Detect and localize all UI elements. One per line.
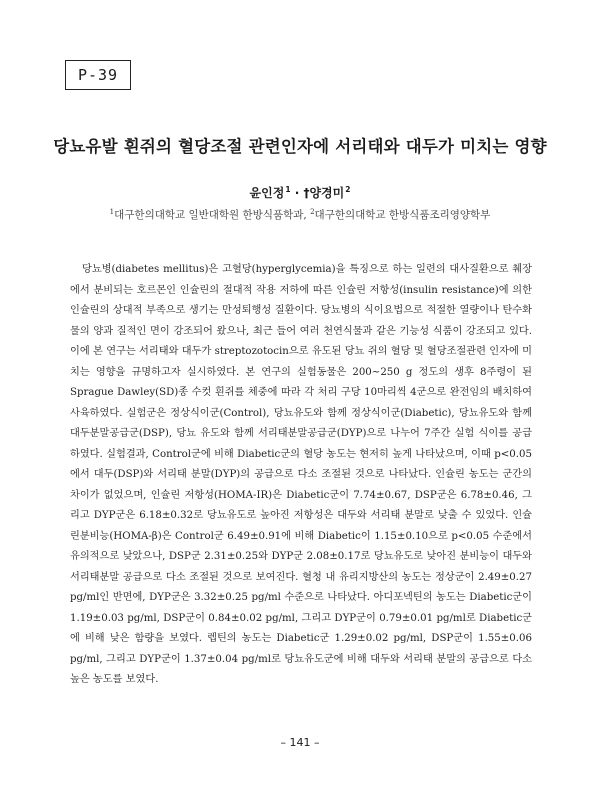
author-line xyxy=(0,184,600,201)
author-1-mark: 1 xyxy=(285,185,291,194)
affiliation-1-mark: 1 xyxy=(109,208,115,216)
author-separator: · xyxy=(290,186,304,200)
affiliation-1: 대구한의대학교 일반대학원 한방식품학과, xyxy=(114,209,311,221)
abstract-body: 당뇨병(diabetes mellitus)은 고혈당(hyperglycemia)을 특징으로 하는 일련의 대사질환으로 췌장에서 분비되는 호르몬인 인슐린의 절대적 작용 저하에 따른 인슐린 저항성(insulin resistance)에 의한 인슐린의 상대적 부족으로 생기는 만성퇴행성 질환이다. 당뇨병의 식이요법으로 적절한 열량이나 탄수화물의 양과 질적인 면이 강조되어 왔으나, 최근 들어 여러 천연식물과 같은 기능성 식품이 강조되고 있다. 이에 본 연구는 서리태와 대두가 streptozotocin으로 유도된 당뇨 쥐의 혈당 및 혈당조절관련 인자에 미치는 영향을 규명하고자 실시하였다. 본 연구의 실험동물은 200~250 g 정도의 생후 8주령이 된 Sprague Dawley(SD)종 수컷 흰쥐를 체중에 따라 각 처리 구당 10마리씩 4군으로 완전임의 배치하여 사육하였다. 실험군은 정상식이군(Control), 당뇨유도와 함께 정상식이군(Diabetic), 당뇨유도와 함께 대두분말공급군(DSP), 당뇨 유도와 함께 서리태분말공급군(DYP)으로 나누어 7주간 실험 식이를 공급하였다. 실험결과, Control군에 비해 Diabetic군의 혈당 농도는 현저히 높게 나타났으며, 이때 p<0.05에서 대두(DSP)와 서리태 분말(DYP)의 공급으로 다소 조절된 것으로 나타났다. 인슐린 농도는 군간의 차이가 없었으며, 인슐린 저항성(HOMA-IR)은 Diabetic군이 7.74±0.67, DSP군은 6.78±0.46, 그리고 DYP군은 6.18±0.32로 당뇨유도로 높아진 저항성은 대두와 서리태 분말로 낮출 수 있었다. 인슐린분비능(HOMA-β)은 Control군 6.49±0.91에 비해 Diabetic이 1.15±0.10으로 p<0.05 수준에서 유의적으로 낮았으나, DSP군 2.31±0.25와 DYP군 2.08±0.17로 당뇨유도로 낮아진 분비능이 대두와 서리태분말 공급으로 다소 조절된 것으로 보여진다. 혈청 내 유리지방산의 농도는 정상군이 2.49±0.27 pg/ml인 반면에, DYP군은 3.32±0.25 pg/ml 수준으로 나타났다. 아디포넥틴의 농도는 Diabetic군이 1.19±0.03 pg/ml, DSP군이 0.84±0.02 pg/ml, 그리고 DYP군이 0.79±0.01 pg/ml로 Diabetic군에 비해 낮은 함량을 보였다. 렙틴의 농도는 Diabetic군 1.29±0.02 pg/ml, DSP군이 1.55±0.06 pg/ml, 그리고 DYP군이 1.37±0.04 pg/ml로 당뇨유도군에 비해 대두와 서리태 분말의 공급으로 다소 높은 농도를 보였다. xyxy=(70,264,532,685)
paper-title: 당뇨유발 흰쥐의 혈당조절 관련인자에 서리태와 대두가 미치는 영향 xyxy=(53,137,547,156)
affiliation-line xyxy=(0,207,600,222)
affiliation-2: 대구한의대학교 한방식품조리영양학부 xyxy=(314,209,491,221)
author-2-name: †양경미 xyxy=(303,186,345,200)
page-number: – 141 – xyxy=(280,736,320,749)
author-1-name: 윤인정 xyxy=(249,186,285,200)
poster-id-box: P-39 xyxy=(65,60,131,90)
affiliation-2-mark: 2 xyxy=(310,208,315,216)
author-2-mark: 2 xyxy=(345,185,351,194)
